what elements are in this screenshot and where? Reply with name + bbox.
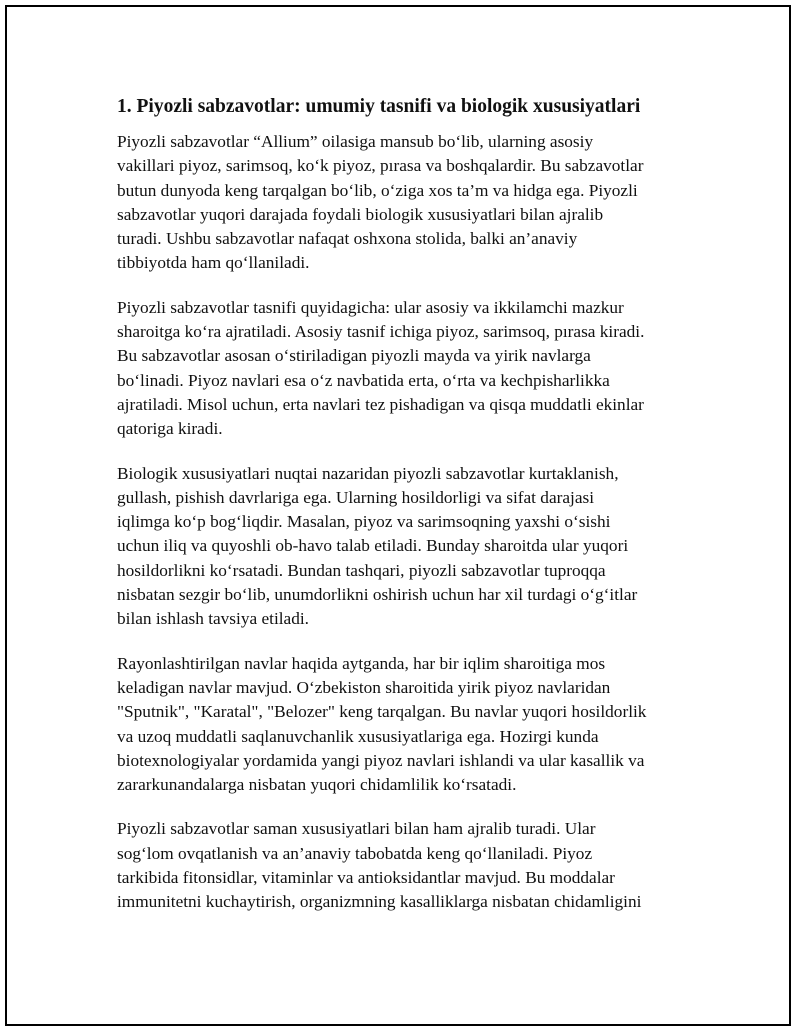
text-line: tibbiyotda ham qo‘llaniladi. [117,253,310,273]
text-line: nisbatan sezgir bo‘lib, unumdorlikni oshirish uchun har xil turdagi o‘g‘itlar [117,585,638,605]
text-line: immunitetni kuchaytirish, organizmning kasalliklarga nisbatan chidamligini [117,892,642,912]
text-line: Biologik xususiyatlari nuqtai nazaridan piyozli sabzavotlar kurtaklanish, [117,463,619,483]
text-line: sabzavotlar yuqori darajada foydali biologik xususiyatlari bilan ajralib [117,204,604,224]
text-line: Piyozli sabzavotlar “Allium” oilasiga mansub bo‘lib, ularning asosiy [117,132,594,151]
text-line: gullash, pishish davrlariga ega. Ularning hosildorligi va sifat darajasi [117,487,595,507]
text-line: Piyozli sabzavotlar saman xususiyatlari bilan ham ajralib turadi. Ular [117,819,596,839]
text-line: va uzoq muddatli saqlanuvchanlik xususiyatlariga ega. Hozirgi kunda [117,726,599,746]
text-line: "Sputnik", "Karatal", "Belozer" keng tarqalgan. Bu navlar yuqori hosildorlik [117,702,647,722]
text-line: hosildorlikni ko‘rsatadi. Bundan tashqari, piyozli sabzavotlar tuproqqa [117,560,606,580]
text-line: qatoriga kiradi. [117,419,223,439]
text-line: iqlimga ko‘p bog‘liqdir. Masalan, piyoz va sarimsoqning yaxshi o‘sishi [117,512,611,532]
text-line: keladigan navlar mavjud. O‘zbekiston sharoitida yirik piyoz navlaridan [117,677,611,697]
text-line: turadi. Ushbu sabzavotlar nafaqat oshxona stolida, balki an’anaviy [117,229,578,249]
text-line: sog‘lom ovqatlanish va an’anaviy tabobatda keng qo‘llaniladi. Piyoz [117,843,593,863]
document-body [117,94,687,935]
paragraph-5 [117,817,687,914]
text-line: bo‘linadi. Piyoz navlari esa o‘z navbatida erta, o‘rta va kechpisharlikka [117,370,610,390]
paragraph-3 [117,462,687,632]
text-line: biotexnologiyalar yordamida yangi piyoz navlari ishlandi va ular kasallik va [117,750,645,770]
text-line: sharoitga ko‘ra ajratiladi. Asosiy tasnif ichiga piyoz, sarimsoq, pırasa kiradi. [117,322,645,342]
text-line: zararkunandalarga nisbatan yuqori chidamlilik ko‘rsatadi. [117,775,517,795]
text-line: tarkibida fitonsidlar, vitaminlar va antioksidantlar mavjud. Bu moddalar [117,868,615,888]
section-heading: 1. Piyozli sabzavotlar: umumiy tasnifi va biologik xususiyatlari [117,96,641,117]
text-line: uchun iliq va quyoshli ob-havo talab etiladi. Bunday sharoitda ular yuqori [117,536,629,556]
text-line: butun dunyoda keng tarqalgan bo‘lib, o‘ziga xos ta’m va hidga ega. Piyozli [117,180,638,200]
text-line: bilan ishlash tavsiya etiladi. [117,609,309,629]
paragraph-4 [117,652,687,798]
text-line: Bu sabzavotlar asosan o‘stiriladigan piyozli mayda va yirik navlarga [117,346,591,366]
paragraph-2 [117,296,687,442]
text-line: ajratiladi. Misol uchun, erta navlari tez pishadigan va qisqa muddatli ekinlar [117,394,644,414]
text-line: Piyozli sabzavotlar tasnifi quyidagicha: ular asosiy va ikkilamchi mazkur [117,297,624,317]
text-line: Rayonlashtirilgan navlar haqida aytganda, har bir iqlim sharoitiga mos [117,653,606,673]
paragraph-1 [117,130,687,276]
text-line: vakillari piyoz, sarimsoq, ko‘k piyoz, pırasa va boshqalardir. Bu sabzavotlar [117,156,644,176]
